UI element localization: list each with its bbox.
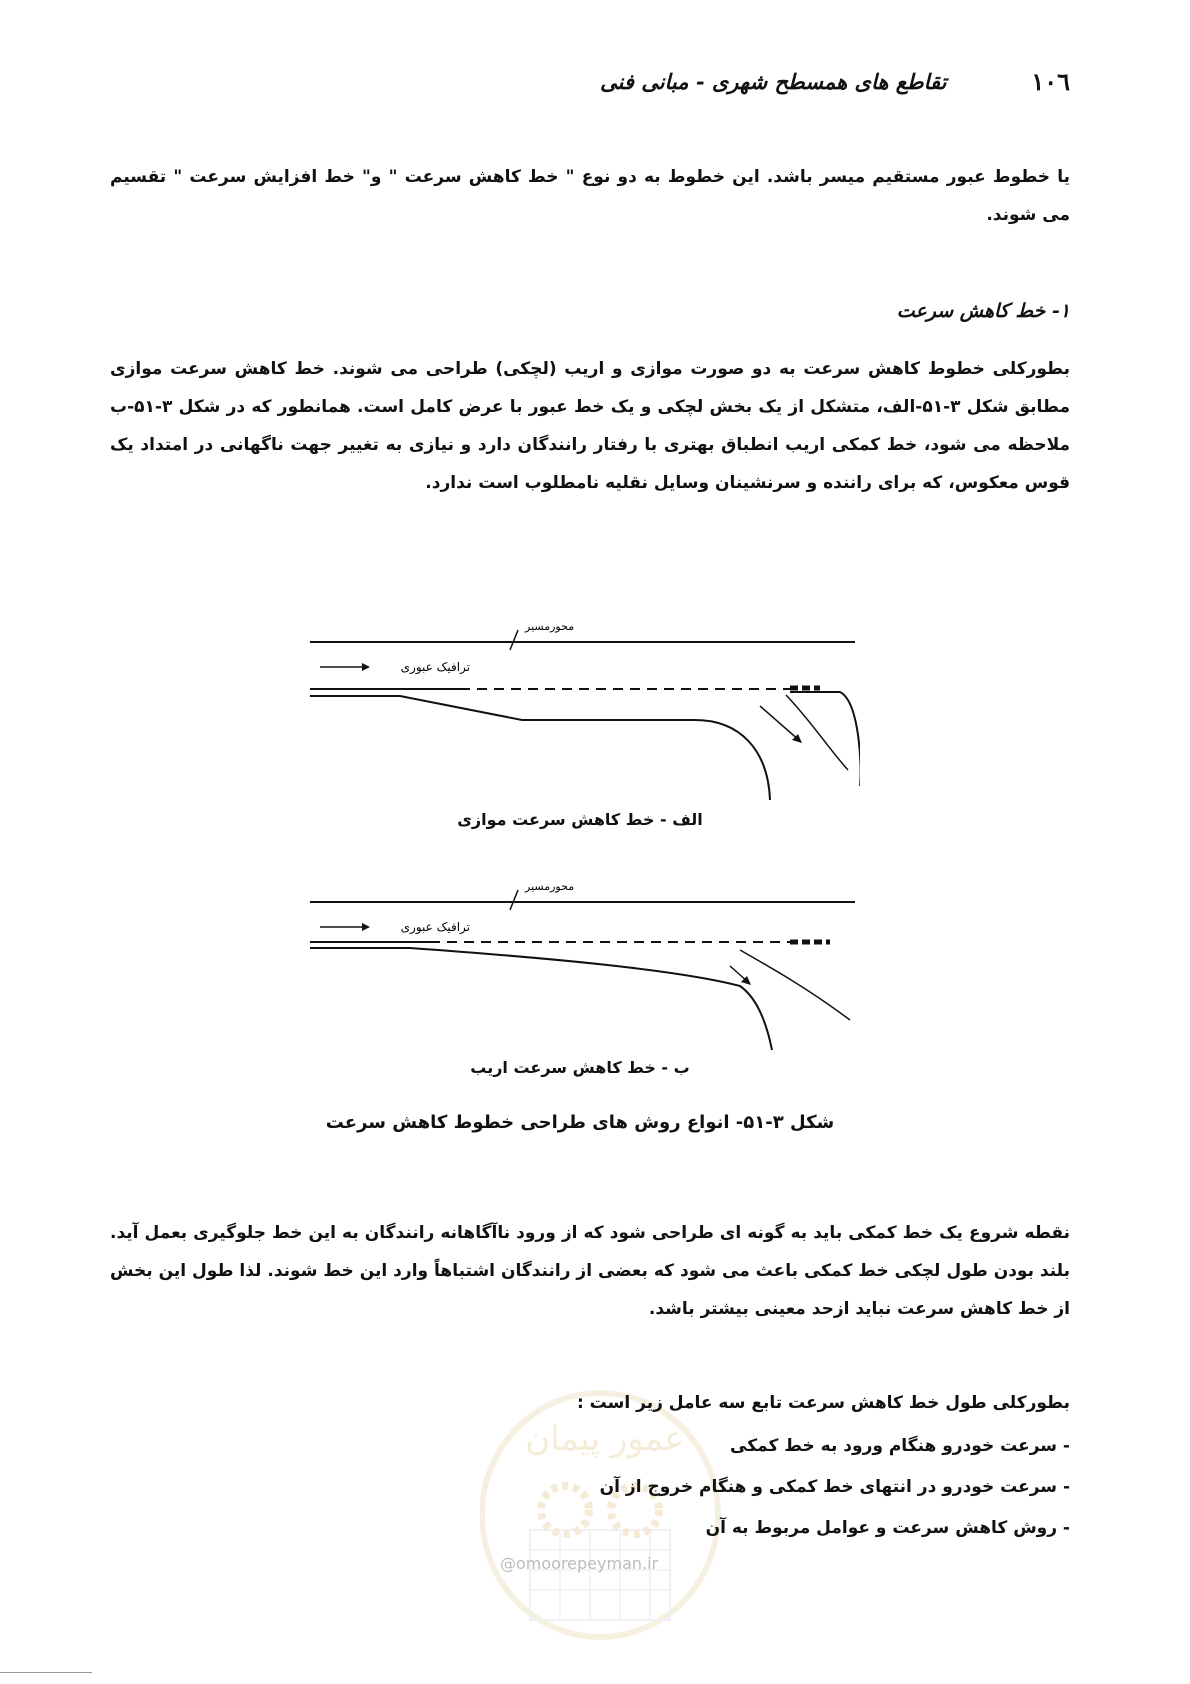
factor-list [577, 1383, 1070, 1549]
paragraph-3: نقطه شروع یک خط کمکی باید به گونه ای طراحی شود که از ورود ناآگاهانه رانندگان به این خط جلوگیری بعمل آید. بلند بودن طول لچکی خط کمکی باعث می شود که بعضی از رانندگان اشتباهاً وارد این خط شوند. لذا طول این بخش از خط کاهش سرعت نباید ازحد معینی بیشتر باشد. [110, 1223, 1070, 1319]
figure-caption: شکل ۳-۵۱- انواع روش های طراحی خطوط کاهش سرعت [325, 1112, 835, 1133]
section-heading: ۱- خط کاهش سرعت [896, 300, 1070, 322]
figure-a-outer-curb [310, 696, 770, 800]
figure-b-outer-curb [310, 948, 772, 1050]
running-header [600, 66, 1070, 96]
figure-b-traffic-arrowhead [362, 923, 370, 931]
figure-b-exit-path [740, 950, 850, 1020]
figure-b-traffic-label: ترافیک عبوری [400, 920, 470, 934]
paragraph-1: یا خطوط عبور مستقیم میسر باشد. این خطوط به دو نوع " خط کاهش سرعت " و" خط افزایش سرعت " تقسیم می شوند. [110, 167, 1070, 225]
page-number: ١٠٦ [1031, 66, 1070, 96]
scan-edge-line [0, 1672, 92, 1673]
figure-b-axis-label: محورمسیر [525, 880, 575, 893]
figure-b-diagram [300, 870, 860, 1070]
watermark-mark-text: عمور پیمان [525, 1419, 685, 1459]
figure-b-axis-leader [510, 890, 518, 910]
figure-a-axis-label: محورمسیر [525, 620, 575, 633]
figure-a-traffic-label: ترافیک عبوری [400, 660, 470, 674]
running-title: تقاطع های همسطح شهری - مبانی فنی [600, 68, 947, 94]
paragraph-2: بطورکلی خطوط کاهش سرعت به دو صورت موازی و اریب (لچکی) طراحی می شوند. خط کاهش سرعت موازی مطابق شکل ۳-۵۱-الف، متشکل از یک بخش لچکی و یک خط عبور با عرض کامل است. همانطور که در شکل ۳-۵۱-ب ملاحظه می شود، خط کمکی اریب انطباق بهتری با رفتار رانندگان دارد و نیازی به تغییر جهت ناگهانی در امتداد یک قوس معکوس، که برای راننده و سرنشینان وسایل نقلیه نامطلوب است ندارد. [110, 359, 1070, 493]
figure-a-exit-arrow [760, 706, 800, 741]
figure-a-diagram [300, 610, 860, 810]
list-item: - سرعت خودرو در انتهای خط کمکی و هنگام خروج از آن [599, 1477, 1070, 1497]
figure-a-gore-nose [790, 692, 860, 786]
watermark-site: @omoorepeyman.ir [500, 1554, 659, 1573]
figure-b-caption: ب - خط کاهش سرعت اریب [470, 1058, 690, 1077]
list-item: - روش کاهش سرعت و عوامل مربوط به آن [705, 1518, 1070, 1538]
list-intro: بطورکلی طول خط کاهش سرعت تابع سه عامل زیر است : [576, 1393, 1070, 1413]
figure-a-traffic-arrowhead [362, 663, 370, 671]
figure-a-exit-path [786, 695, 848, 770]
figure-a-caption: الف - خط کاهش سرعت موازی [457, 810, 703, 829]
list-item: - سرعت خودرو هنگام ورود به خط کمکی [730, 1436, 1070, 1456]
figure-a-axis-leader [510, 630, 518, 650]
